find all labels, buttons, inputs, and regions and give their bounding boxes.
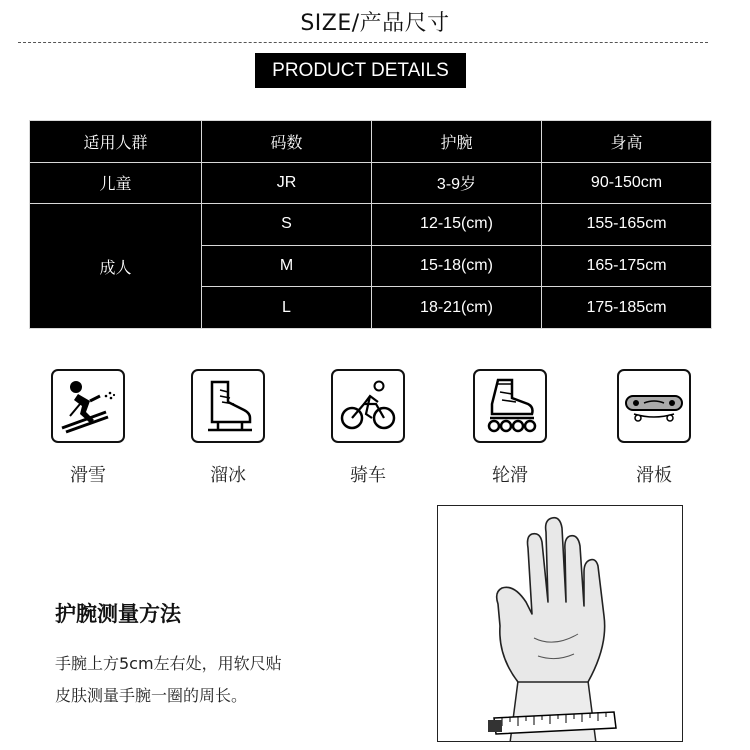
measure-title: 护腕测量方法 bbox=[55, 602, 181, 626]
height-cell: 175-185cm bbox=[542, 287, 712, 329]
size-cell: M bbox=[202, 245, 372, 287]
sport-label: 滑雪 bbox=[70, 465, 106, 486]
sport-label: 滑板 bbox=[636, 465, 672, 486]
size-table bbox=[29, 120, 712, 329]
sport-label: 溜冰 bbox=[210, 465, 246, 486]
skateboard-icon bbox=[617, 369, 691, 443]
sport-item-ice-skating bbox=[183, 369, 273, 487]
height-cell: 90-150cm bbox=[542, 162, 712, 204]
size-cell: JR bbox=[202, 162, 372, 204]
size-cell: L bbox=[202, 287, 372, 329]
table-row bbox=[30, 204, 712, 246]
height-cell: 155-165cm bbox=[542, 204, 712, 246]
table-header-cell: 身高 bbox=[542, 121, 712, 163]
sports-row bbox=[0, 369, 750, 499]
size-cell: S bbox=[202, 204, 372, 246]
table-header-row bbox=[30, 121, 712, 163]
table-row bbox=[30, 162, 712, 204]
measure-line-1: 手腕上方5cm左右处，用软尺贴 bbox=[55, 654, 282, 673]
table-header-cell: 适用人群 bbox=[30, 121, 202, 163]
sport-label: 骑车 bbox=[350, 465, 386, 486]
ice-skate-icon bbox=[191, 369, 265, 443]
wrist-cell: 12-15(cm) bbox=[372, 204, 542, 246]
product-details-badge: PRODUCT DETAILS bbox=[255, 53, 466, 88]
group-cell-adult: 成人 bbox=[30, 204, 202, 329]
roller-skate-icon bbox=[473, 369, 547, 443]
measure-instructions bbox=[55, 648, 355, 712]
sport-item-roller bbox=[465, 369, 555, 487]
wrist-cell: 18-21(cm) bbox=[372, 287, 542, 329]
table-header-cell: 码数 bbox=[202, 121, 372, 163]
cycling-icon bbox=[331, 369, 405, 443]
sport-item-cycling bbox=[323, 369, 413, 487]
table-header-cell: 护腕 bbox=[372, 121, 542, 163]
sport-label: 轮滑 bbox=[492, 465, 528, 486]
page-title: SIZE/产品尺寸 bbox=[300, 11, 450, 36]
skiing-icon bbox=[51, 369, 125, 443]
group-cell-kids: 儿童 bbox=[30, 162, 202, 204]
height-cell: 165-175cm bbox=[542, 245, 712, 287]
sport-item-skiing bbox=[43, 369, 133, 487]
sport-item-skateboard bbox=[609, 369, 699, 487]
measure-line-2: 皮肤测量手腕一圈的周长。 bbox=[55, 686, 248, 705]
hand-measuring-tape-icon bbox=[437, 505, 683, 742]
wrist-cell: 15-18(cm) bbox=[372, 245, 542, 287]
wrist-cell: 3-9岁 bbox=[372, 162, 542, 204]
dashed-divider bbox=[18, 42, 708, 43]
